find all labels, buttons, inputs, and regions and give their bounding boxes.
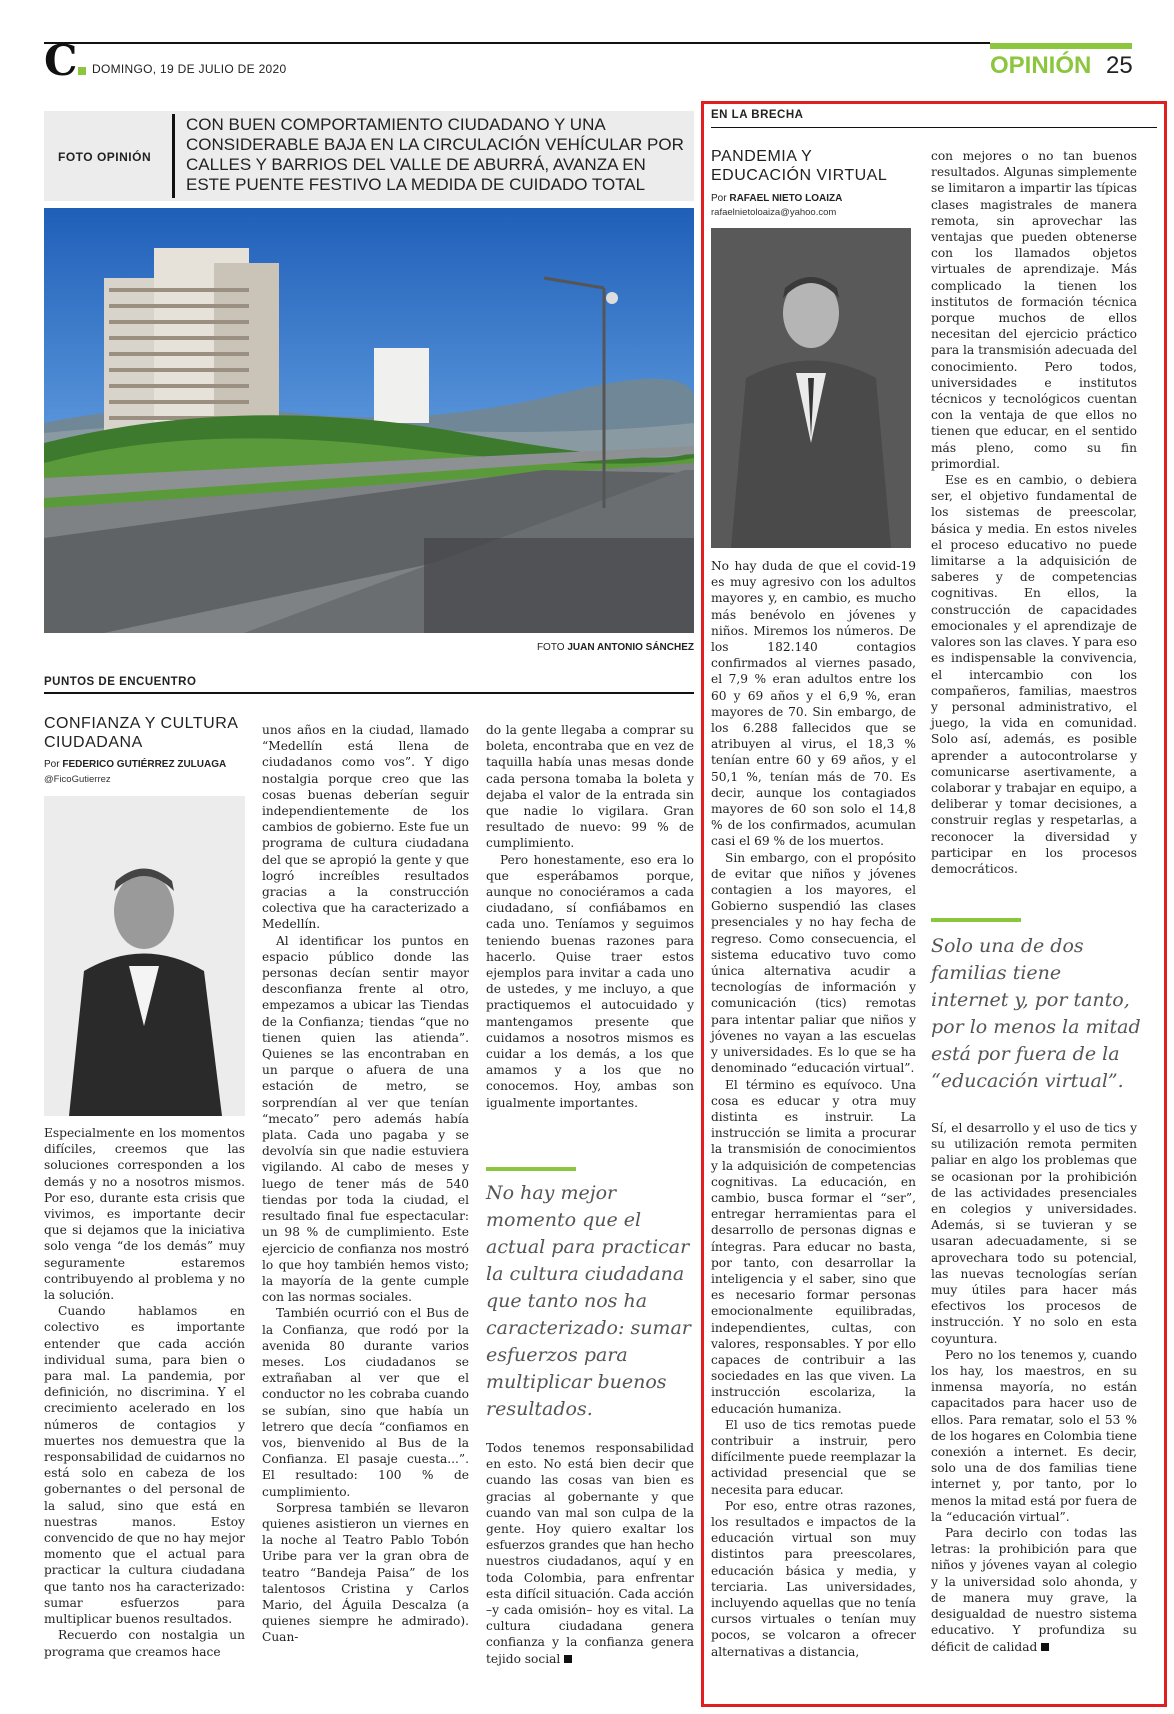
paragraph: Sin embargo, con el propósito de evitar que niños y jóvenes contagien a los mayores, el Gobierno suspendió las clases presenciales y no hay fecha de regreso. Como consecuencia, el sistema educativo tuvo como única alternativa acudir a tecnologías de información y comunicación (tics) remotas para intentar paliar que niños y jóvenes no vayan a las escuelas y universidades. Es lo que se ha denominado “educación virtual”.: [711, 850, 916, 1076]
page-number: 25: [1106, 52, 1133, 79]
paragraph: Pero honestamente, eso era lo que esperábamos porque, aunque no conociéramos a cada ciudadano, sí confiábamos en cada uno. Teníamos y seguimos teniendo buenas razones para hacerlo. Quise traer estos ejemplos para invitar a cada uno de ustedes, y me incluyo, a que practiquemos el autocuidado y mantengamos presente que cuidamos a nosotros mismos es cuidar a los demás, a los que amamos y a los que no conocemos. Hoy, ambas son igualmente importantes.: [486, 852, 694, 1110]
avenue-photo: [44, 208, 694, 633]
portrait-illustration: [44, 796, 245, 1116]
paragraph: Al identificar los puntos en espacio público donde las personas decían sentir mayor desconfianza frente al otro, empezamos a ubicar las Tiendas de la Confianza; tiendas “que no tienen quien las atienda”. Quienes se las encontraban en un parque o afuera de una estación de metro, se sorprendían al ver que tenían “mecato” pero además había plata. Cada uno pagaba y se devolvía sin que nadie estuviera vigilando. Al cabo de meses y luego de tener más de 540 tiendas por toda la ciudad, el resultado final fue espectacular: un 98 % de cumplimiento. Este ejercicio de confianza nos mostró lo que hoy también hemos visto; la mayoría de la gente cumple con las normas sociales.: [262, 933, 469, 1305]
brecha-headline: PANDEMIA Y EDUCACIÓN VIRTUAL: [711, 148, 888, 184]
foto-opinion-label: FOTO OPINIÓN: [58, 150, 152, 164]
section-name: OPINIÓN: [990, 52, 1092, 79]
foto-opinion-divider: [172, 114, 175, 198]
puntos-quote-bar: [486, 1167, 576, 1171]
puntos-headline: CONFIANZA Y CULTURA CIUDADANA: [44, 715, 238, 751]
paragraph: El término es equívoco. Una cosa es educar y otra muy distinta es instruir. La instrucción se limita a procurar la transmisión de conocimientos y la adquisición de competencias cognitivas. La educación, en cambio, busca formar el “ser”, entregar herramientas para el desarrollo de personas dignas e íntegras. Para educar no basta, por tanto, con desarrollar la inteligencia y el saber, sino que es necesario formar personas emocionalmente equilibradas, independientes, cultas, con valores, responsables. Y por ello capaces de contribuir a las sociedades en las que viven. La instrucción escolariza, la educación humaniza.: [711, 1077, 916, 1416]
paragraph: Cuando hablamos en colectivo es importante entender que cada acción individual suma, para bien o para mal. La pandemia, por definición, no discrimina. Y el crecimiento acelerado en los números de contagios y muertes nos demuestra que la responsabilidad de cuidarnos no está solo en cabeza de los gobernantes o del personal de la salud, sino que está en nuestras manos. Estoy convencido de que no hay mejor momento que el actual para practicar la cultura ciudadana que tanto nos ha caracterizado: sumar esfuerzos para multiplicar buenos resultados.: [44, 1304, 245, 1627]
puntos-section-rule: [44, 692, 694, 694]
paragraph: do la gente llegaba a comprar su boleta, encontraba que en vez de taquilla había unas mesas donde cada persona tomaba la boleta y dejaba el valor de la entrada sin que nadie lo vigilara. Gran resultado de nuevo: 99 % de cumplimiento.: [486, 723, 694, 851]
puntos-column-3-continued: [486, 1440, 694, 1667]
puntos-author-handle: @FicoGutierrez: [44, 774, 111, 785]
end-mark-icon: [564, 1655, 572, 1663]
brecha-byline: Por RAFAEL NIETO LOAIZA: [711, 193, 843, 204]
brecha-pull-quote: Solo una de dos familias tiene internet y, por tanto, por lo menos la mitad está por fuera de la “educación virtual”.: [931, 935, 1141, 1092]
paragraph: Especialmente en los momentos difíciles, creemos que las soluciones corresponden a los demás y no a nosotros mismos. Por eso, durante esta crisis que vivimos, es importante decir que si dejamos que la iniciativa solo venga “de los demás” muy seguramente estaremos contribuyendo al problema y no la solución.: [44, 1126, 245, 1303]
portrait-illustration: [711, 228, 911, 548]
paragraph: con mejores o no tan buenos resultados. Algunas simplemente se limitaron a impartir las típicas clases magistrales de manera remota, sin aprovechar las ventajas que pueden obtenerse con los llamados objetos virtuales de aprendizaje. Más complicado la tienen los institutos de formación técnica porque muchos de ellos necesitan del ejercicio práctico para la transmisión adecuada del conocimiento. Pero todos, universidades e institutos técnicos y tecnológicos cuentan con la ventaja de que ellos no tienen que educar, en el sentido más pleno, como su fin primordial.: [931, 149, 1137, 471]
brecha-column-1: [711, 558, 916, 1660]
paragraph: Recuerdo con nostalgia un programa que creamos hace: [44, 1628, 245, 1659]
photo-credit: FOTO JUAN ANTONIO SÁNCHEZ: [536, 642, 694, 653]
brecha-section-label: EN LA BRECHA: [711, 109, 804, 121]
puntos-column-2: [262, 722, 469, 1646]
brecha-column-2-continued: [931, 1120, 1137, 1655]
puntos-column-3: [486, 722, 694, 1111]
puntos-pull-quote: No hay mejor momento que el actual para practicar la cultura ciudadana que tanto nos ha caracterizado: sumar esfuerzos para multiplicar buenos resultados.: [486, 1182, 691, 1420]
paragraph: Sí, el desarrollo y el uso de tics y su utilización remota permiten paliar en algo los problemas que se ocasionan por la prohibición de las actividades presenciales en colegios y universidades. Además, si se tuvieran y se usaran adecuadamente, si se aprovechara todo su potencial, las nuevas tecnologías serían muy útiles para hacer más efectivos los procesos de instrucción. Y no solo en esta coyuntura.: [931, 1121, 1137, 1346]
opinion-accent-bar: [990, 43, 1132, 49]
brecha-author-email: rafaelnietoloaiza@yahoo.com: [711, 207, 837, 218]
edition-date: DOMINGO, 19 DE JULIO DE 2020: [92, 62, 287, 76]
paragraph: Pero no los tenemos y, cuando los hay, los maestros, en su inmensa mayoría, no están capacitados para hacer uso de ellos. Para rematar, solo el 53 % de los hogares en Colombia tiene conexión a internet. Es decir, solo una de dos familias tiene internet y, por tanto, por lo menos la mitad está por fuera de la “educación virtual”.: [931, 1347, 1137, 1524]
end-mark-icon: [1041, 1643, 1049, 1651]
paragraph: unos años en la ciudad, llamado “Medellín está llena de ciudadanos como vos”. Y digo nostalgia porque creo que las cosas buenas deberían seguir independientemente de los cambios de gobierno. Este fue un programa de cultura ciudadana del que se apropió la gente y que logró increíbles resultados gracias a la construcción colectiva que ha caracterizado a Medellín.: [262, 723, 469, 932]
author-portrait-gutierrez: [44, 796, 245, 1116]
brecha-section-rule: [711, 127, 1157, 128]
paragraph: Por eso, entre otras razones, los resultados e impactos de la educación virtual son muy distintos para preescolares, educación básica y media, y terciaria. Las universidades, incluyendo aquellas que no tenía cursos virtuales o tenían muy pocos, se volcaron a ofrecer alternativas a distancia,: [711, 1498, 916, 1659]
puntos-section-label: PUNTOS DE ENCUENTRO: [44, 676, 197, 688]
paragraph: Sorpresa también se llevaron quienes asistieron un viernes en la noche al Teatro Pablo Tobón Uribe para ver la gran obra de teatro “Bandeja Paisa” de los talentosos Cristina y Carlos Mario, del Águila Descalza (a quienes siempre he admirado). Cuan-: [262, 1500, 469, 1645]
city-avenue-illustration: [44, 208, 694, 633]
logo-dot-icon: [78, 67, 86, 75]
paragraph: El uso de tics remotas puede contribuir a instruir, pero difícilmente puede reemplazar la actividad presencial que se necesita para educar.: [711, 1417, 916, 1497]
top-rule: [44, 42, 990, 44]
brecha-column-2: [931, 148, 1137, 877]
paragraph: Todos tenemos responsabilidad en esto. No está bien decir que cuando las cosas van bien es gracias al gobernante y que cuando van mal son culpa de la gente. Hoy quiero exaltar los esfuerzos grandes que han hecho nuestros ciudadanos, aquí y en toda Colombia, para enfrentar esta difícil situación. Cada acción –y cada omisión– hoy es vital. La cultura ciudadana genera confianza y la confianza genera tejido social: [486, 1441, 694, 1666]
puntos-byline: Por FEDERICO GUTIÉRREZ ZULUAGA: [44, 759, 227, 770]
newspaper-logo: C: [44, 40, 86, 82]
paragraph: Ese es en cambio, o debiera ser, el objetivo fundamental de los sistemas de preescolar, básica y media. En estos niveles el proceso educativo no puede limitarse a la adquisición de saberes y de competencias cognitivas. En ellos, la construcción de capacidades emocionales y el aprendizaje de valores son las claves. Y para eso es indispensable la convivencia, el intercambio con los compañeros, familias, maestros y personal administrativo, el juego, la vida en comunidad. Solo así, además, es posible aprender a autocontrolarse y comunicarse asertivamente, a colaborar y trabajar en equipo, a deliberar y tomar decisiones, a construir reglas y respetarlas, a reconocer la diversidad y participar en los procesos democráticos.: [931, 473, 1138, 876]
paragraph: También ocurrió con el Bus de la Confianza, que rodó por la avenida 80 durante varios meses. Los ciudadanos se extrañaban al ver que el conductor no les cobraba cuando se subían, sino que había un letrero que decía “confiamos en vos, bienvenido al Bus de la Confianza. El pasaje cuesta...”. El resultado: 100 % de cumplimiento.: [262, 1306, 469, 1499]
brecha-quote-bar: [931, 918, 1021, 922]
puntos-column-1: [44, 1125, 245, 1660]
paragraph: No hay duda de que el covid-19 es muy agresivo con los adultos mayores y, en cambio, es mucho más benévolo en jóvenes y niños. Miremos los números. De los 182.140 contagios confirmados al viernes pasado, el 7,9 % eran adultos entre los 60 y 69 años y el 6,9 %, eran mayores de 70. Sin embargo, de los 6.288 fallecidos que se atribuyen al virus, el 18,3 % tenían entre 60 y 69 años, y el 50,1 %, tenían más de 70. Es decir, aunque los contagiados mayores de 60 son solo el 14,8 % de los confirmados, acumulan casi el 69 % de los muertos.: [711, 559, 916, 849]
paragraph: Para decirlo con todas las letras: la prohibición para que niños y jóvenes vayan al colegio y la universidad solo ahonda, y de manera muy grave, la desigualdad de nuestro sistema educativo. Y profundiza su déficit de calidad: [931, 1526, 1137, 1654]
author-portrait-nieto: [711, 228, 911, 548]
foto-opinion-title: CON BUEN COMPORTAMIENTO CIUDADANO Y UNA CONSIDERABLE BAJA EN LA CIRCULACIÓN VEHÍCULAR POR CALLES Y BARRIOS DEL VALLE DE ABURRÁ, AVANZA EN ESTE PUENTE FESTIVO LA MEDIDA DE CUIDADO TOTAL: [186, 115, 684, 194]
